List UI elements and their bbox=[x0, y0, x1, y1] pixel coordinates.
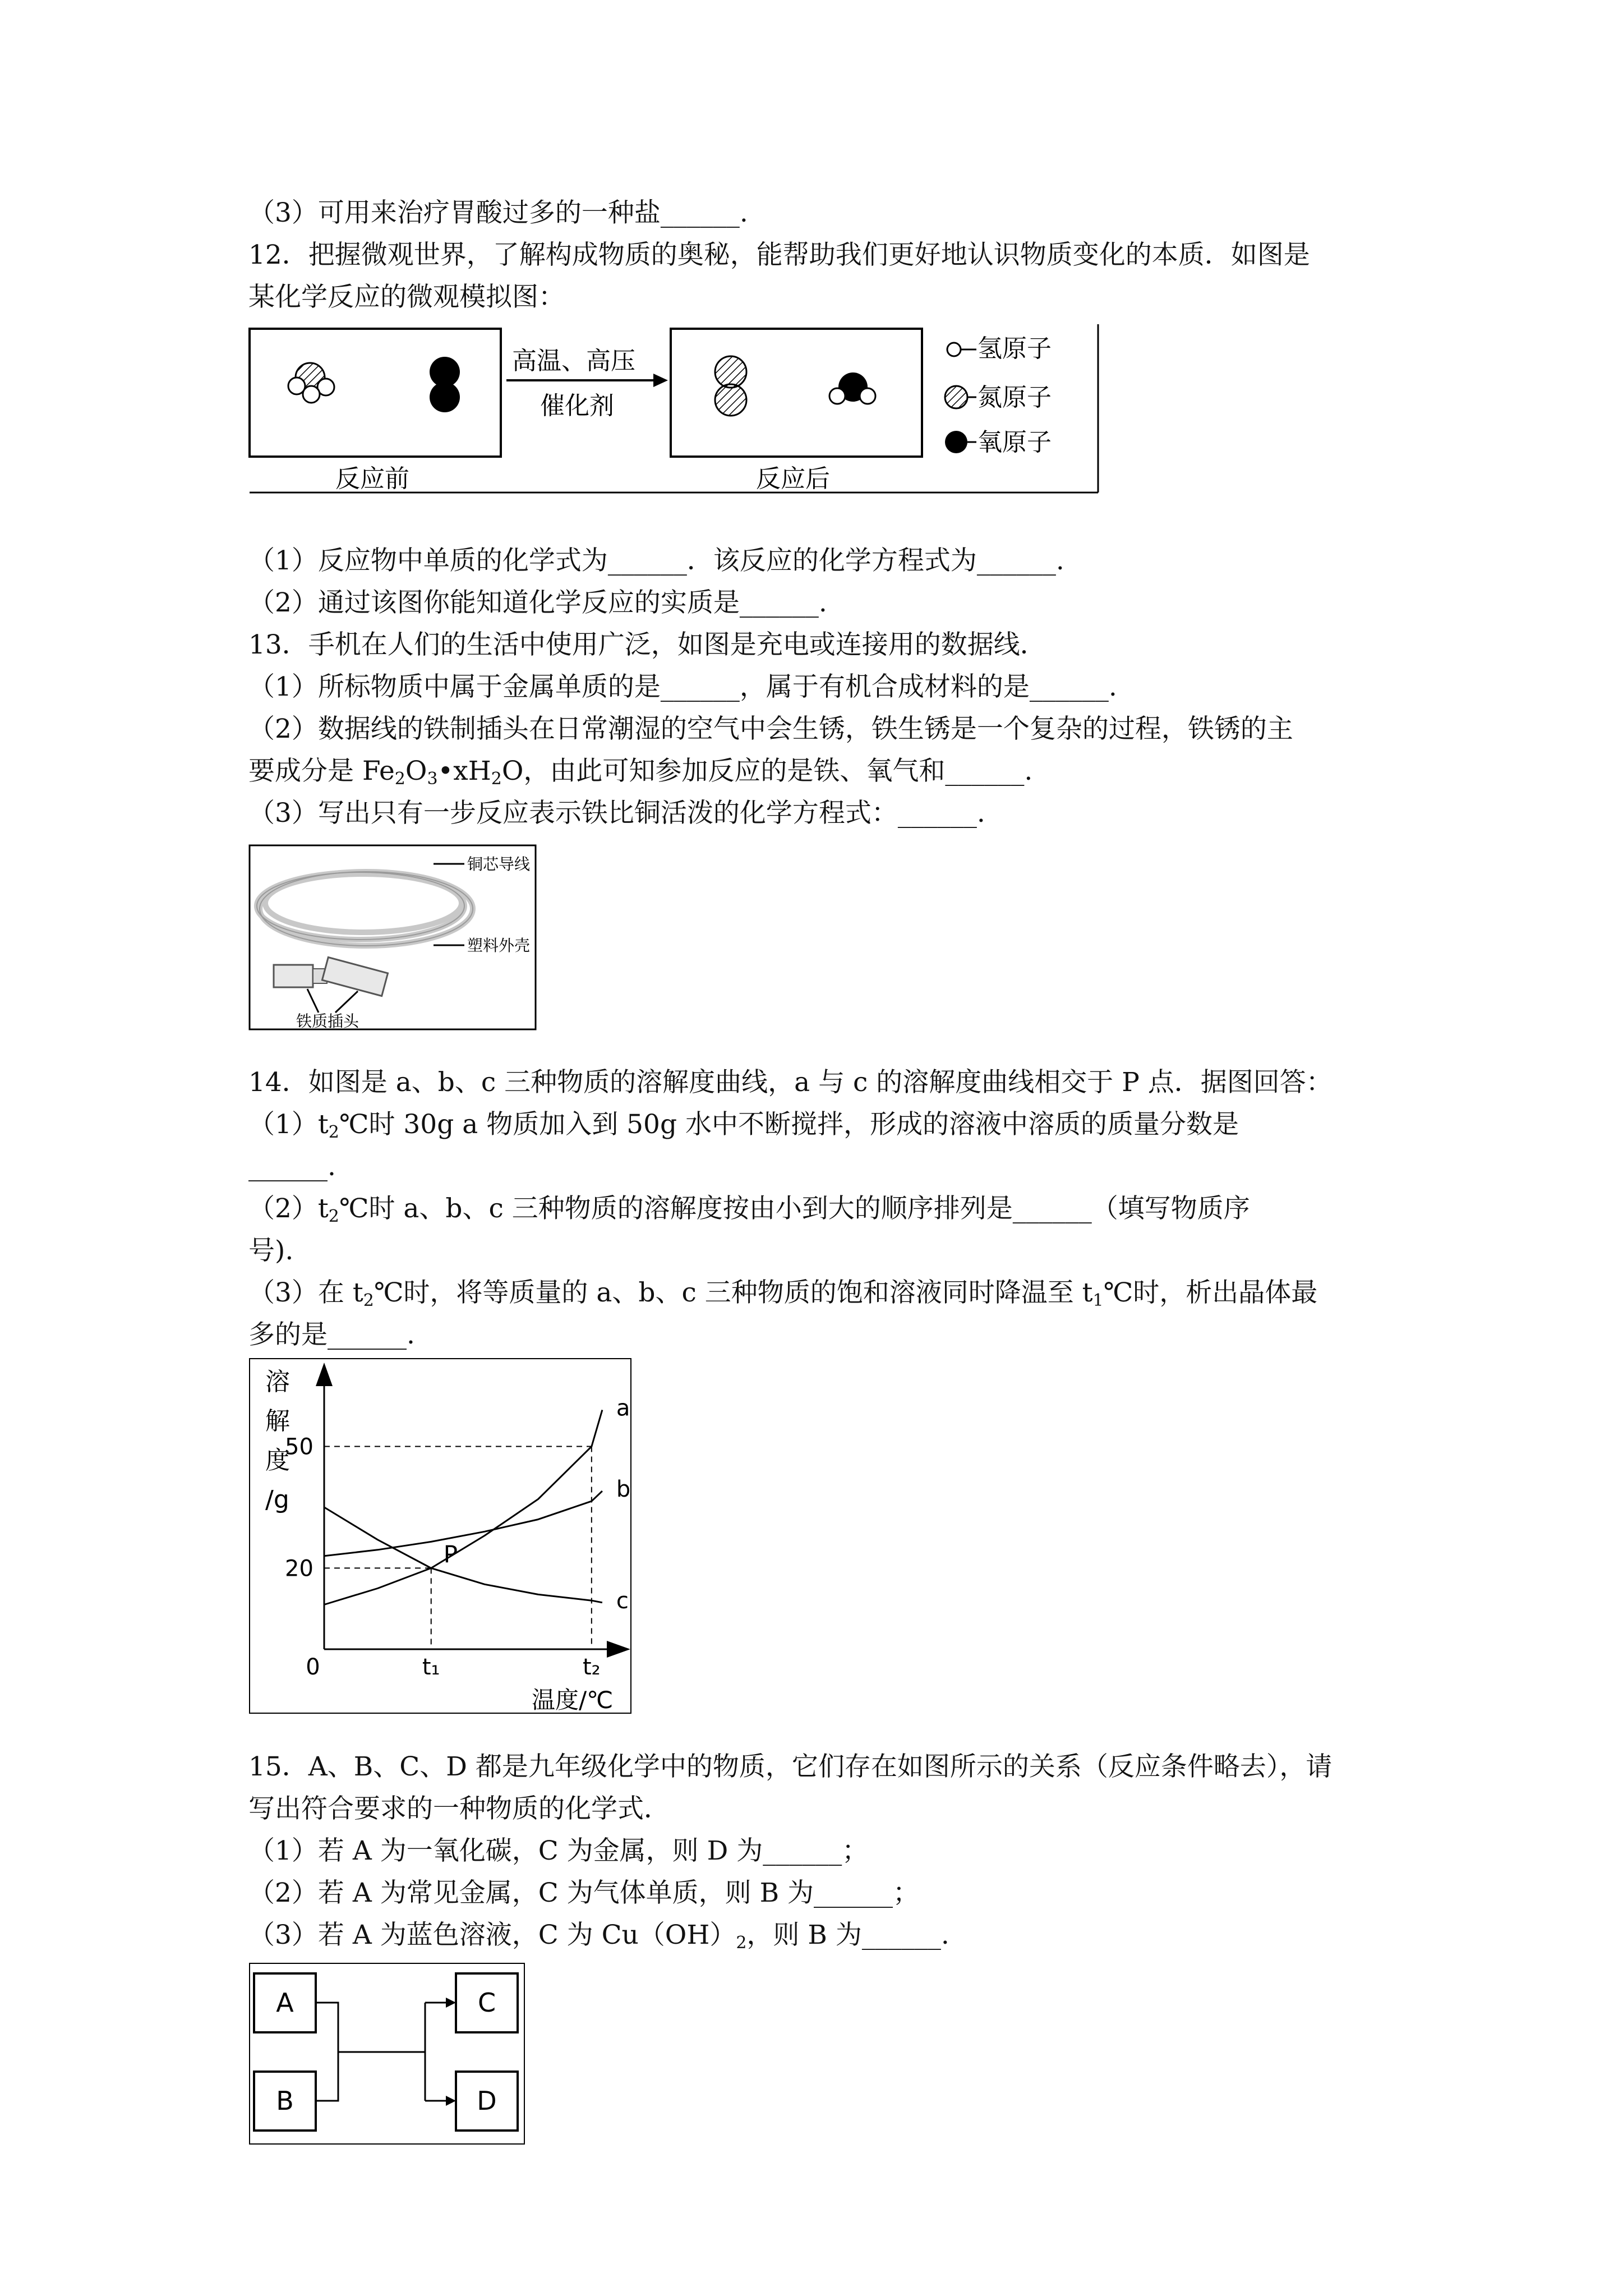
nitrogen-legend-icon bbox=[945, 386, 967, 408]
x-axis-label: 温度/℃ bbox=[532, 1686, 614, 1714]
label-copper-wire: 铜芯导线 bbox=[467, 855, 531, 873]
q13-item2-line2: 要成分是 $Fe_2O_3•xH_2O$，由此可知参加反应的是铁、氧气和______. bbox=[248, 756, 1033, 789]
q14-item2: $(2)t_2℃$时 a、b、c 三种物质的溶解度按由小到大的顺序排列是______（填写物质序 bbox=[248, 1193, 1250, 1226]
y-label-char: 度 bbox=[265, 1446, 290, 1475]
q15-item3: （3）若 A 为蓝色溶液，C 为 $Cu(OH)_2$，则 B 为______. bbox=[248, 1920, 949, 1953]
q14-item3-tail: 多的是______. bbox=[248, 1319, 415, 1350]
label-b: B bbox=[276, 2086, 294, 2116]
q11-item3: （3）可用来治疗胃酸过多的一种盐______. bbox=[248, 197, 748, 228]
y-tick-label: 50 bbox=[285, 1434, 313, 1460]
series-label-b: b bbox=[616, 1476, 631, 1502]
label-d: D bbox=[477, 2086, 497, 2116]
q12-stem-line2: 某化学反应的微观模拟图： bbox=[248, 282, 565, 312]
q12-stem-line1: 12．把握微观世界，了解构成物质的奥秘，能帮助我们更好地认识物质变化的本质．如图是 bbox=[248, 240, 1310, 270]
hydrogen-legend-icon bbox=[947, 343, 961, 356]
legend-oxygen: 氧原子 bbox=[978, 428, 1052, 457]
after-label: 反应后 bbox=[756, 464, 830, 493]
q12-item2: （2）通过该图你能知道化学反应的实质是______. bbox=[248, 587, 827, 618]
q12-item1: （1）反应物中单质的化学式为______．该反应的化学方程式为______. bbox=[248, 545, 1064, 576]
before-label: 反应前 bbox=[335, 464, 409, 493]
point-label: P bbox=[443, 1540, 458, 1568]
data-cable-photo bbox=[248, 844, 540, 1032]
reaction-micro-diagram bbox=[248, 324, 1101, 499]
q13-stem: 13．手机在人们的生活中使用广泛，如图是充电或连接用的数据线． bbox=[248, 629, 1046, 660]
q14-item3: （3）在 $t_2℃$时，将等质量的 a、b、c 三种物质的饱和溶液同时降温至 $t_1℃$时，析出晶体最 bbox=[248, 1277, 1318, 1310]
legend-hydrogen: 氢原子 bbox=[978, 334, 1052, 363]
usb-plug-icon bbox=[274, 965, 313, 987]
q13-item2-line1: （2）数据线的铁制插头在日常潮湿的空气中会生锈，铁生锈是一个复杂的过程，铁锈的主 bbox=[248, 714, 1293, 744]
q15-stem-line1: 15．A、B、C、D 都是九年级化学中的物质，它们存在如图所示的关系（反应条件略去），请 bbox=[248, 1751, 1332, 1782]
y-label-char: 溶 bbox=[265, 1368, 290, 1396]
o2-molecule-icon bbox=[430, 357, 460, 412]
nh3-molecule-icon bbox=[288, 363, 334, 403]
series-label-c: c bbox=[616, 1588, 629, 1614]
abcd-relation-diagram bbox=[248, 1962, 529, 2147]
legend-nitrogen: 氮原子 bbox=[978, 383, 1052, 412]
q14-item1: $(1)t_2℃$时 30g a 物质加入到 50g 水中不断搅拌，形成的溶液中溶质的质量分数是 bbox=[248, 1109, 1239, 1142]
x-tick-label: t₂ bbox=[582, 1654, 601, 1680]
before-box bbox=[250, 329, 501, 457]
h2o-molecule-icon bbox=[829, 372, 875, 404]
q14-item1-blank: ______. bbox=[248, 1151, 336, 1182]
x-tick-label: 0 bbox=[306, 1654, 320, 1680]
oxygen-legend-icon bbox=[945, 431, 967, 453]
after-box bbox=[671, 329, 922, 457]
n2-molecule-icon bbox=[715, 356, 746, 416]
label-plastic-shell: 塑料外壳 bbox=[467, 936, 531, 955]
condition-bottom: 催化剂 bbox=[540, 392, 614, 420]
y-label-char: /g bbox=[265, 1485, 289, 1514]
series-label-a: a bbox=[616, 1395, 630, 1421]
q14-item2-tail: 号). bbox=[248, 1235, 294, 1266]
q15-item2: （2）若 A 为常见金属，C 为气体单质，则 B 为______； bbox=[248, 1878, 920, 1908]
y-tick-label: 20 bbox=[285, 1556, 313, 1582]
q13-item1: （1）所标物质中属于金属单质的是______，属于有机合成材料的是______. bbox=[248, 671, 1117, 702]
label-a: A bbox=[276, 1987, 294, 2018]
q14-stem: 14．如图是 a、b、c 三种物质的溶解度曲线，a 与 c 的溶解度曲线相交于 P 点．据图回答： bbox=[248, 1067, 1332, 1098]
label-iron-plug: 铁质插头 bbox=[296, 1012, 359, 1030]
solubility-chart bbox=[248, 1358, 635, 1717]
x-tick-label: t₁ bbox=[422, 1654, 440, 1680]
y-label-char: 解 bbox=[265, 1407, 290, 1435]
condition-top: 高温、高压 bbox=[512, 347, 635, 375]
q13-item3: （3）写出只有一步反应表示铁比铜活泼的化学方程式：______. bbox=[248, 798, 985, 829]
q15-item1: （1）若 A 为一氧化碳，C 为金属，则 D 为______； bbox=[248, 1835, 869, 1866]
label-c: C bbox=[477, 1987, 496, 2018]
q15-stem-line2: 写出符合要求的一种物质的化学式． bbox=[248, 1793, 670, 1824]
